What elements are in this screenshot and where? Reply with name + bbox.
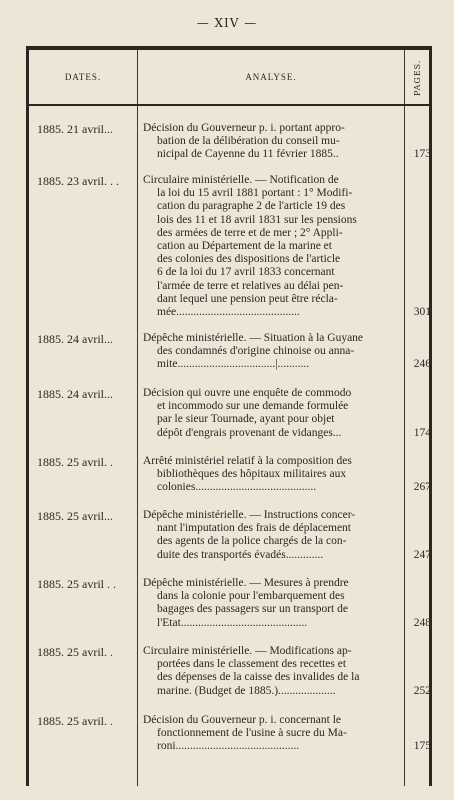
entry-date: 1885. 24 avril... — [37, 387, 113, 401]
entry-line: 6 de la loi du 17 avril 1833 concernant — [157, 266, 335, 279]
entry-line: la loi du 15 avril 1881 portant : 1° Modifi- — [157, 187, 353, 200]
entry-page: 174 — [413, 426, 431, 439]
entry-date: 1885. 21 avril... — [37, 122, 113, 136]
entry-line: nant l'imputation des frais de déplacement — [157, 522, 351, 535]
entry-analysis — [143, 387, 401, 440]
entry-line: Circulaire ministérielle. — Modifications ap- — [143, 645, 352, 657]
entry-date: 1885. 25 avril. . — [37, 455, 113, 469]
entry-line: l'Etat............................................ — [157, 616, 308, 629]
entry-line: fonctionnement de l'usine à sucre du Ma- — [157, 727, 347, 740]
entry-line: Décision qui ouvre une enquête de commodo — [143, 387, 352, 399]
page-number: — XIV — — [196, 16, 258, 30]
column-divider — [404, 50, 405, 786]
entry-line: bibliothèques des hôpitaux militaires aux — [157, 468, 347, 481]
entry-line: dant lequel une pension peut être récla- — [157, 292, 338, 305]
header-rule — [29, 104, 429, 106]
entry-page: 267 — [413, 481, 431, 494]
entry-line: duite des transportés évadés............. — [157, 548, 324, 561]
entry-analysis — [143, 332, 401, 372]
table-frame — [26, 46, 432, 786]
entry-analysis — [143, 174, 401, 319]
entry-line: des condamnés d'origine chinoise ou anna- — [157, 345, 355, 358]
entry-line: Dépêche ministérielle. — Instructions concer- — [143, 509, 356, 521]
entry-page: 248 — [413, 616, 431, 629]
header-pages: PAGES. — [413, 59, 422, 97]
entry-line: Décision du Gouverneur p. i. portant appro- — [143, 122, 345, 134]
entry-line: Dépêche ministérielle. — Mesures à prendre — [143, 577, 349, 589]
entry-page: 247 — [413, 548, 431, 561]
column-divider — [137, 50, 138, 786]
entry-page: 246 — [413, 358, 431, 371]
header-analyse: ANALYSE. — [245, 72, 297, 82]
entry-line: marine. (Budget de 1885.).................... — [157, 684, 336, 697]
entry-line: bagages des passagers sur un transport de — [157, 603, 348, 616]
entry-line: nicipal de Cayenne du 11 février 1885.. — [157, 148, 339, 161]
entry-line: colonies.......................................... — [157, 481, 317, 494]
entry-analysis — [143, 455, 401, 495]
entry-line: des colonies des dispositions de l'article — [157, 253, 341, 266]
entry-line: cation du paragraphe 2 de l'article 19 des — [157, 200, 346, 213]
entry-analysis — [143, 577, 401, 630]
entry-line: cation au Département de la marine et — [157, 240, 332, 253]
entry-line: par le sieur Tournade, ayant pour objet — [157, 413, 335, 426]
entry-line: Arrêté ministériel relatif à la composition des — [143, 455, 352, 467]
entry-date: 1885. 25 avril. . — [37, 714, 113, 728]
entry-date: 1885. 25 avril . . — [37, 577, 116, 591]
entry-date: 1885. 25 avril... — [37, 509, 113, 523]
entry-page: 173 — [413, 148, 431, 161]
entry-analysis — [143, 645, 401, 698]
entry-date: 1885. 23 avril. . . — [37, 174, 119, 188]
entry-line: dépôt d'engrais provenant de vidanges... — [157, 426, 342, 439]
entry-line: bation de la délibération du conseil mu- — [157, 135, 340, 148]
entry-line: des dépenses de la caisse des invalides de la — [157, 671, 360, 684]
entry-analysis — [143, 714, 401, 754]
entry-line: l'armée de terre et relatives au délai pen- — [157, 279, 344, 292]
entry-line: des agents de la police chargés de la con- — [157, 535, 347, 548]
entry-analysis — [143, 509, 401, 562]
entry-date: 1885. 25 avril. . — [37, 645, 113, 659]
entry-line: mite..................................|........... — [157, 358, 310, 371]
entry-page: 175 — [413, 740, 431, 753]
entry-line: Dépêche ministérielle. — Situation à la Guyane — [143, 332, 364, 344]
entry-line: portées dans le classement des recettes et — [157, 658, 347, 671]
entry-line: roni........................................... — [157, 740, 300, 753]
entry-line: mée........................................... — [157, 306, 300, 319]
entry-line: des armées de terre et de mer ; 2° Appli- — [157, 226, 343, 239]
entry-line: lois des 11 et 18 avril 1831 sur les pensions — [157, 213, 357, 226]
entry-page: 252 — [413, 684, 431, 697]
entry-line: dans la colonie pour l'embarquement des — [157, 590, 345, 603]
entry-date: 1885. 24 avril... — [37, 332, 113, 346]
entry-line: Circulaire ministérielle. — Notification de — [143, 174, 339, 186]
entry-line: et incommodo sur une demande formulée — [157, 400, 349, 413]
entry-line: Décision du Gouverneur p. i. concernant le — [143, 714, 341, 726]
entry-page: 301 — [413, 306, 431, 318]
header-dates: DATES. — [64, 72, 102, 82]
entry-analysis — [143, 122, 401, 162]
